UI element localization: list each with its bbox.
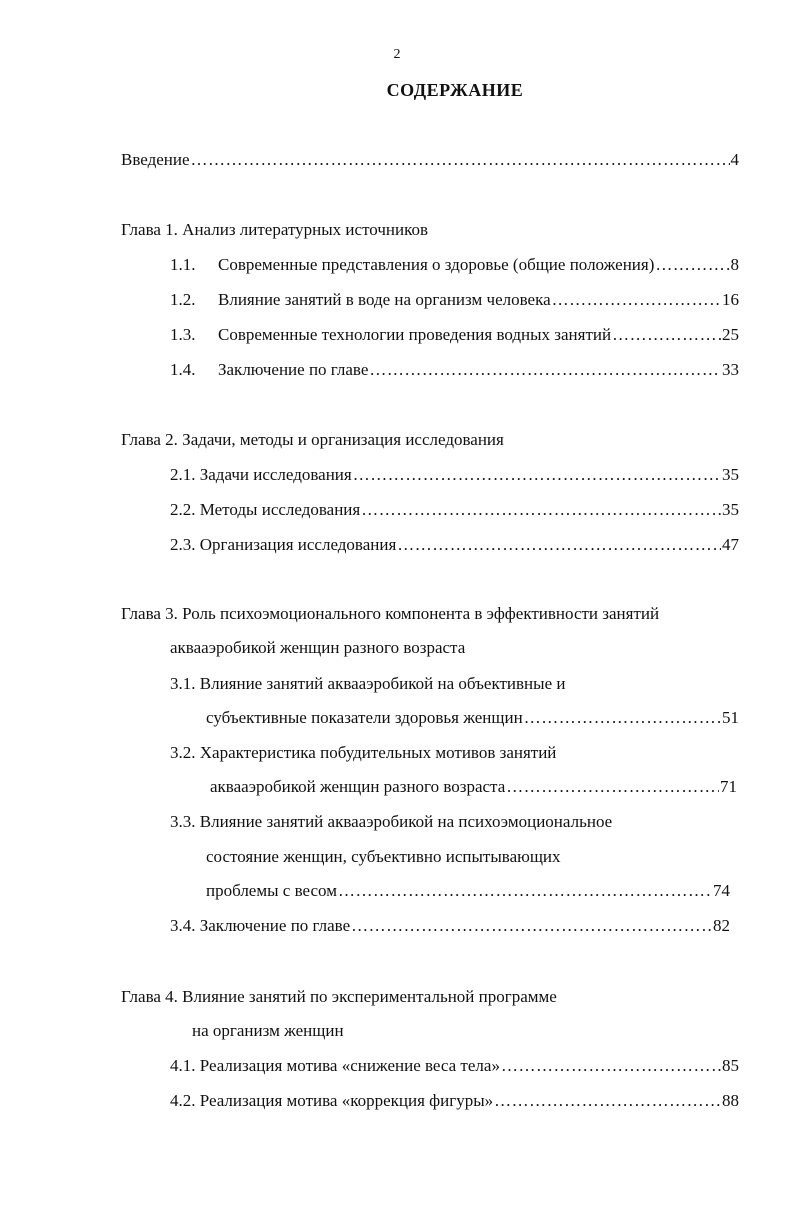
leader-dots	[338, 879, 712, 903]
toc-number: 1.2.	[170, 290, 196, 309]
toc-page: 47	[722, 535, 739, 554]
toc-page: 85	[722, 1056, 739, 1075]
toc-entry-1-4	[170, 358, 739, 382]
toc-label: 3.4. Заключение по главе	[170, 916, 351, 935]
toc-page: 74	[713, 881, 730, 900]
toc-label: Влияние занятий в воде на организм человека	[218, 290, 551, 309]
toc-label: Современные представления о здоровье (общие положения)	[218, 255, 655, 274]
toc-entry-1-1	[170, 253, 739, 277]
toc-label: Введение	[121, 150, 190, 169]
toc-number: 1.4.	[170, 360, 196, 379]
leader-dots	[494, 1089, 721, 1113]
toc-label: проблемы с весом	[206, 881, 337, 900]
toc-entry-3-2-line1: 3.2. Характеристика побудительных мотивов занятий	[170, 743, 557, 762]
toc-page: 16	[722, 290, 739, 309]
chapter-3-heading-line2: аквааэробикой женщин разного возраста	[170, 638, 466, 657]
chapter-2-heading: Глава 2. Задачи, методы и организация исследования	[121, 430, 504, 449]
toc-entry-2-1	[170, 463, 739, 487]
leader-dots	[369, 358, 721, 382]
toc-page: 88	[722, 1091, 739, 1110]
chapter-1-heading: Глава 1. Анализ литературных источников	[121, 220, 429, 239]
toc-page: 33	[722, 360, 739, 379]
toc-label: 2.2. Методы исследования	[170, 500, 361, 519]
toc-page: 51	[722, 708, 739, 727]
toc-entry-3-1-line1: 3.1. Влияние занятий аквааэробикой на объективные и	[170, 674, 566, 693]
toc-page: 8	[730, 255, 739, 274]
leader-dots	[552, 288, 721, 312]
leader-dots	[191, 148, 730, 172]
toc-page: 71	[720, 777, 737, 796]
toc-entry-3-3-line2: состояние женщин, субъективно испытывающих	[206, 847, 561, 866]
toc-label: Современные технологии проведения водных занятий	[218, 325, 612, 344]
page-title: СОДЕРЖАНИЕ	[386, 80, 524, 100]
page-number: 2	[393, 47, 401, 62]
leader-dots	[353, 463, 721, 487]
leader-dots	[506, 775, 719, 799]
leader-dots	[524, 706, 721, 730]
toc-number: 1.3.	[170, 325, 196, 344]
toc-entry-3-3-line1: 3.3. Влияние занятий аквааэробикой на психоэмоциональное	[170, 812, 613, 831]
toc-entry-4-1	[170, 1054, 739, 1078]
toc-entry-3-1	[206, 706, 739, 730]
toc-label: 2.3. Организация исследования	[170, 535, 397, 554]
toc-page: 4	[730, 150, 739, 169]
leader-dots	[655, 253, 729, 277]
chapter-4-heading-line2: на организм женщин	[192, 1021, 344, 1040]
toc-entry-1-3	[170, 323, 739, 347]
toc-entry-4-2	[170, 1089, 739, 1113]
toc-number: 1.1.	[170, 255, 196, 274]
leader-dots	[397, 533, 721, 557]
toc-page: 25	[722, 325, 739, 344]
chapter-4-heading-line1: Глава 4. Влияние занятий по экспериментальной программе	[121, 987, 557, 1006]
leader-dots	[501, 1054, 721, 1078]
toc-page: 82	[713, 916, 730, 935]
toc-entry-3-2	[210, 775, 737, 799]
toc-entry-1-2	[170, 288, 739, 312]
toc-entry-3-3	[206, 879, 730, 903]
toc-label: Заключение по главе	[218, 360, 369, 379]
leader-dots	[361, 498, 721, 522]
toc-label: аквааэробикой женщин разного возраста	[210, 777, 506, 796]
toc-label: 4.1. Реализация мотива «снижение веса тела»	[170, 1056, 500, 1075]
toc-entry-2-3	[170, 533, 739, 557]
leader-dots	[612, 323, 721, 347]
toc-label: 4.2. Реализация мотива «коррекция фигуры»	[170, 1091, 494, 1110]
toc-entry-3-4	[170, 914, 730, 938]
chapter-3-heading-line1: Глава 3. Роль психоэмоционального компонента в эффективности занятий	[121, 604, 660, 623]
toc-entry-intro	[121, 148, 739, 172]
toc-label: субъективные показатели здоровья женщин	[206, 708, 523, 727]
toc-page: 35	[722, 465, 739, 484]
toc-page: 35	[722, 500, 739, 519]
leader-dots	[351, 914, 712, 938]
toc-entry-2-2	[170, 498, 739, 522]
toc-label: 2.1. Задачи исследования	[170, 465, 352, 484]
